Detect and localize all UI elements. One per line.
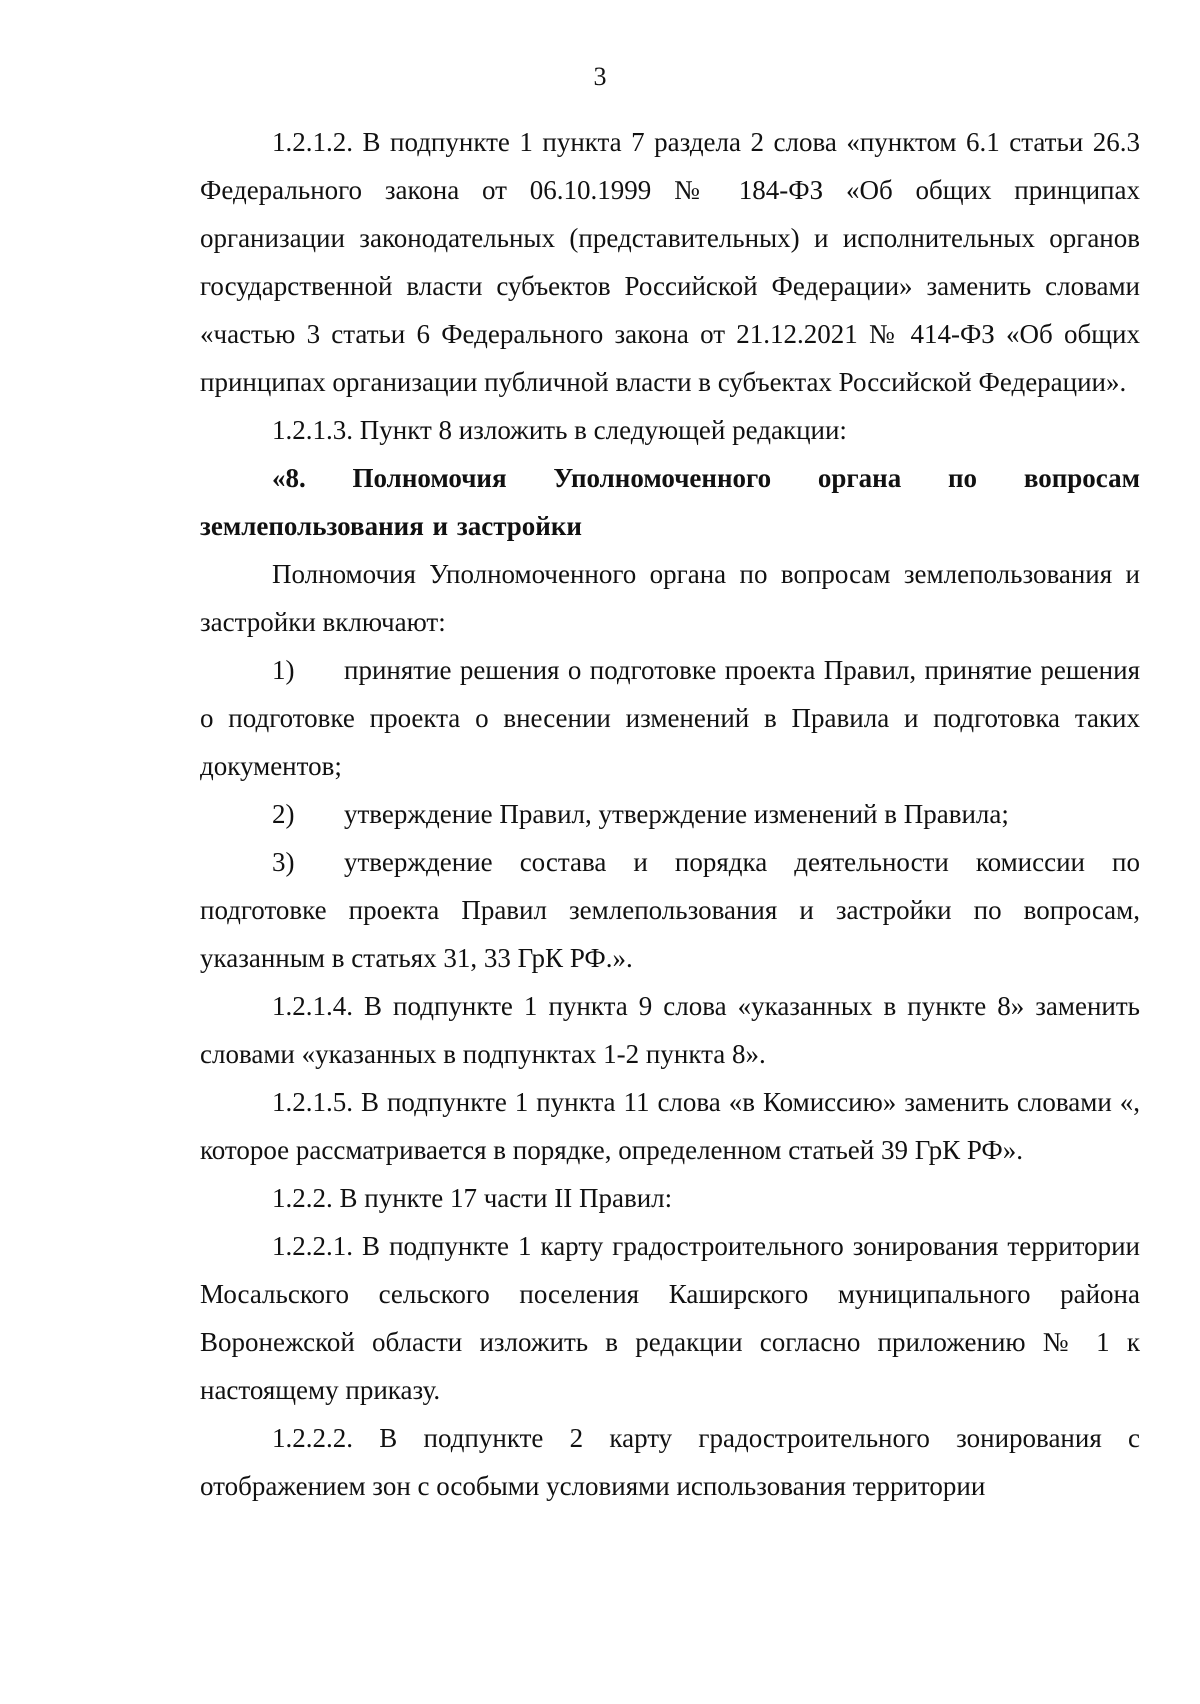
list-item-3	[200, 838, 1140, 982]
paragraph-1-2-1-5: 1.2.1.5. В подпункте 1 пункта 11 слова «в Комиссию» заменить словами «, которое рассматривается в порядке, определенном статьей 39 ГрК РФ».	[200, 1087, 1140, 1165]
list-item-text: принятие решения о подготовке проекта Правил, принятие решения о подготовке проекта о внесении изменений в Правила и подготовка таких документов;	[200, 655, 1140, 781]
page-number: 3	[593, 62, 607, 91]
paragraph-1-2-1-2: 1.2.1.2. В подпункте 1 пункта 7 раздела 2 слова «пунктом 6.1 статьи 26.3 Федерального закона от 06.10.1999 № 184-ФЗ «Об общих принципах организации законодательных (представительных) и исполнительных органов государственной власти субъектов Российской Федерации» заменить словами «частью 3 статьи 6 Федерального закона от 21.12.2021 № 414-ФЗ «Об общих принципах организации публичной власти в субъектах Российской Федерации».	[200, 127, 1140, 397]
list-item-text: утверждение состава и порядка деятельности комиссии по подготовке проекта Правил землепользования и застройки по вопросам, указанным в статьях 31, 33 ГрК РФ.».	[200, 847, 1140, 973]
paragraph-powers-intro: Полномочия Уполномоченного органа по вопросам землепользования и застройки включают:	[200, 559, 1140, 637]
paragraph-1-2-1-3: 1.2.1.3. Пункт 8 изложить в следующей редакции:	[272, 415, 847, 445]
list-item-2	[200, 790, 1140, 838]
document-body	[200, 118, 1140, 1510]
section-heading-8: «8. Полномочия Уполномоченного органа по вопросам землепользования и застройки	[200, 463, 1140, 541]
list-item-number: 3)	[272, 847, 295, 877]
paragraph-1-2-2-2: 1.2.2.2. В подпункте 2 карту градостроительного зонирования с отображением зон с особыми условиями использования территории	[200, 1423, 1140, 1501]
list-item-1	[200, 646, 1140, 790]
paragraph-1-2-2-1: 1.2.2.1. В подпункте 1 карту градостроительного зонирования территории Мосальского сельского поселения Каширского муниципального района Воронежской области изложить в редакции согласно приложению № 1 к настоящему приказу.	[200, 1231, 1140, 1405]
list-item-text: утверждение Правил, утверждение изменений в Правила;	[344, 799, 1009, 829]
paragraph-1-2-2: 1.2.2. В пункте 17 части II Правил:	[272, 1183, 673, 1213]
list-item-number: 1)	[272, 655, 295, 685]
paragraph-1-2-1-4: 1.2.1.4. В подпункте 1 пункта 9 слова «указанных в пункте 8» заменить словами «указанных в подпунктах 1-2 пункта 8».	[200, 991, 1140, 1069]
list-item-number: 2)	[272, 799, 295, 829]
